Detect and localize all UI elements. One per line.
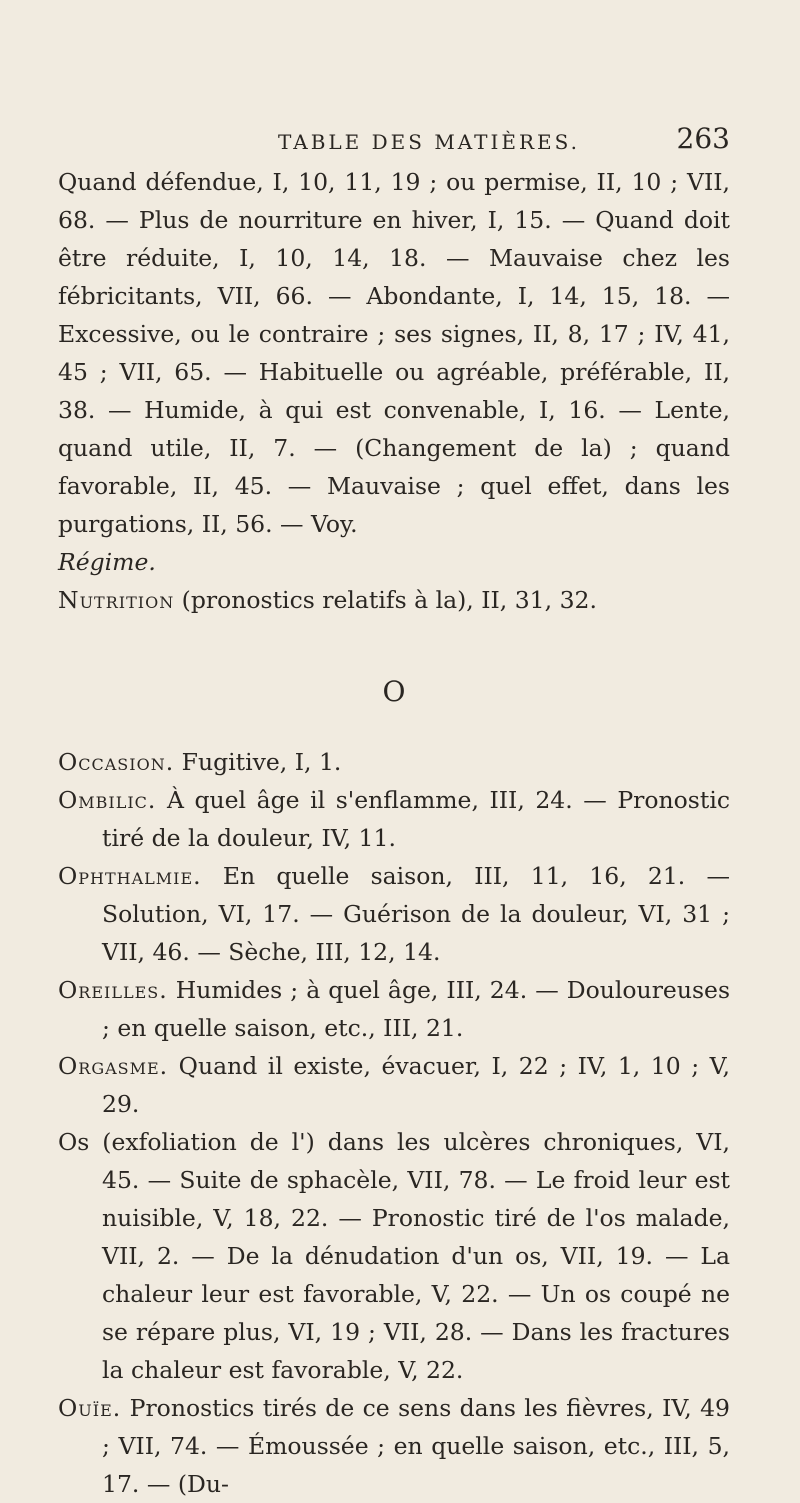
index-entry-ombilic (58, 781, 730, 857)
entry-headword: Oreilles. (58, 976, 168, 1004)
index-body (58, 163, 730, 1503)
entry-headword: Ouïe. (58, 1394, 122, 1422)
index-entry-ouie (58, 1389, 730, 1503)
entry-text: Fugitive, I, 1. (174, 748, 342, 776)
index-entry-ophthalmie (58, 857, 730, 971)
entry-headword: Occasion. (58, 748, 175, 776)
running-head (58, 122, 730, 158)
entry-headword: Ombilic. (58, 786, 157, 814)
entry-text: Quand il existe, évacuer, I, 22 ; IV, 1, 10 ; V, 29. (102, 1052, 730, 1118)
index-entry-orgasme (58, 1047, 730, 1123)
continuation-entry (58, 163, 730, 581)
index-entry-nutrition (58, 581, 730, 619)
index-entry-oreilles (58, 971, 730, 1047)
entry-headword: Orgasme. (58, 1052, 169, 1080)
entry-headword: Ophthalmie. (58, 862, 202, 890)
entry-text: À quel âge il s'enflamme, III, 24. — Pronostic tiré de la douleur, IV, 11. (102, 786, 730, 852)
see-also-reference: Régime. (58, 548, 156, 576)
section-letter-heading: O (382, 675, 406, 708)
entry-text: (pronostics relatifs à la), II, 31, 32. (174, 586, 597, 614)
entry-text: Pronostics tirés de ce sens dans les fièvres, IV, 49 ; VII, 74. — Émoussée ; en quelle saison, etc., III, 5, 17. — (Du- (102, 1394, 730, 1498)
entry-text: (exfoliation de l') dans les ulcères chroniques, VI, 45. — Suite de sphacèle, VII, 78. — Le froid leur est nuisible, V, 18, 22. — Pronostic tiré de l'os malade, VII, 2. — De la dénudation d'un os, VII, 19. — La chaleur leur est favorable, V, 22. — Un os coupé ne se répare plus, VI, 19 ; VII, 28. — Dans les fractures la chaleur est favorable, V, 22. (89, 1128, 730, 1384)
running-head-title: TABLE DES MATIÈRES. (278, 130, 580, 154)
entry-headword: Nutrition (58, 586, 175, 614)
continuation-text: Quand défendue, I, 10, 11, 19 ; ou permise, II, 10 ; VII, 68. — Plus de nourriture en hiver, I, 15. — Quand doit être réduite, I, 10, 14, 18. — Mauvaise chez les fébricitants, VII, 66. — Abondante, I, 14, 15, 18. — Excessive, ou le contraire ; ses signes, II, 8, 17 ; IV, 41, 45 ; VII, 65. — Habituelle ou agréable, préférable, II, 38. — Humide, à qui est convenable, I, 16. — Lente, quand utile, II, 7. — (Changement de la) ; quand favorable, II, 45. — Mauvaise ; quel effet, dans les purgations, II, 56. — Voy. (58, 168, 730, 538)
entry-text: Humides ; à quel âge, III, 24. — Douloureuses ; en quelle saison, etc., III, 21. (102, 976, 730, 1042)
index-entry-occasion (58, 743, 730, 781)
page-number: 263 (676, 122, 730, 155)
entry-text: En quelle saison, III, 11, 16, 21. — Solution, VI, 17. — Guérison de la douleur, VI, 31 ; VII, 46. — Sèche, III, 12, 14. (102, 862, 730, 966)
index-entry-os (58, 1123, 730, 1389)
entry-headword: Os (58, 1128, 90, 1156)
